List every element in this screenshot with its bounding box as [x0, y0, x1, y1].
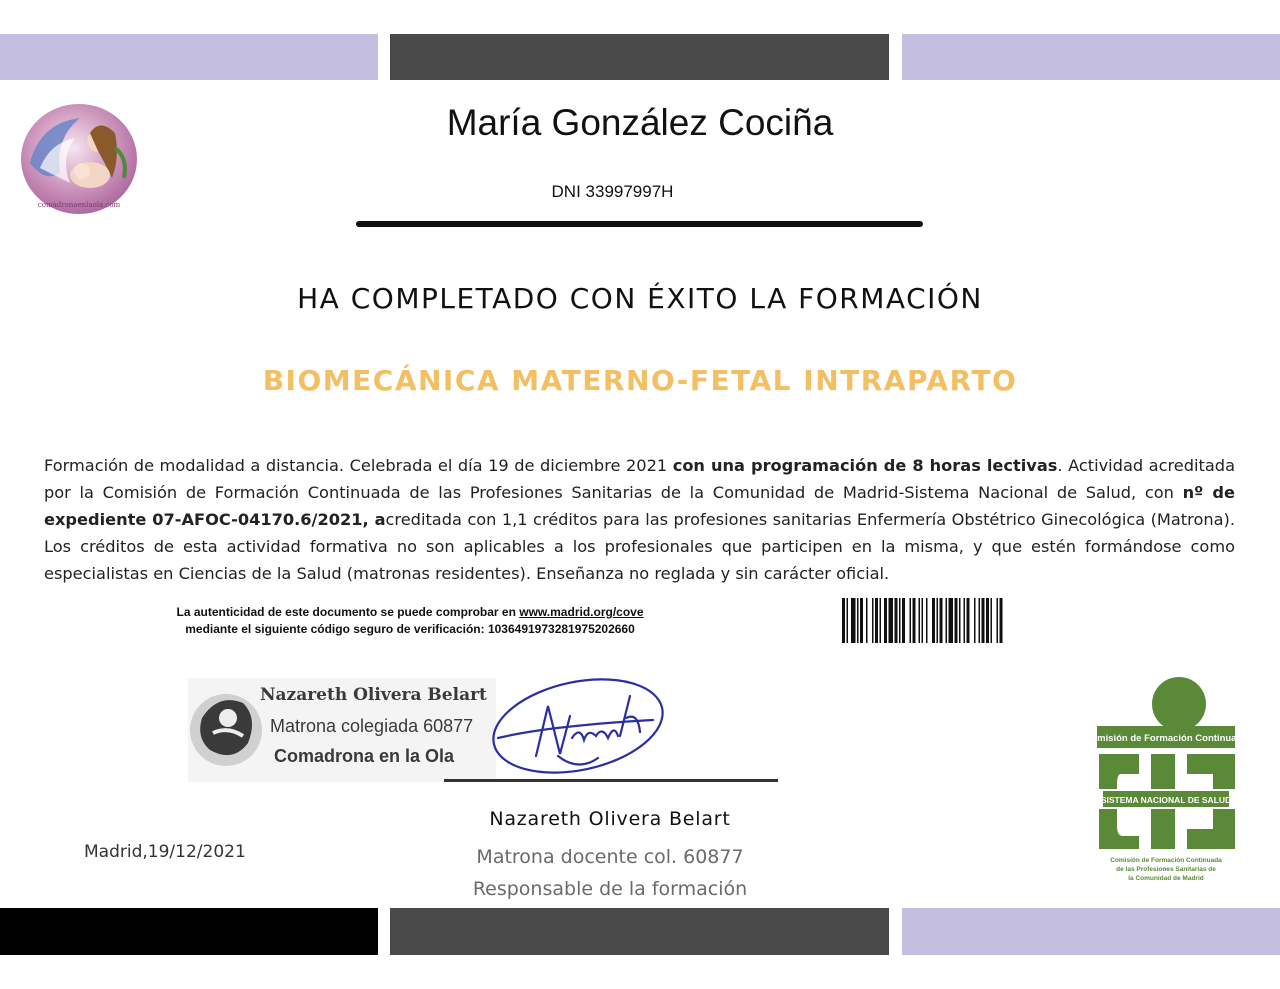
signature-line [444, 779, 778, 782]
barcode [842, 598, 1074, 643]
description-text-2: . Actividad acreditada por la Comisión de Formación Continuada de las Profesiones Sanitarias de la Comunidad de Madrid-Sistema Nacional de Salud, con [44, 456, 1235, 502]
cfc-middle-text: SISTEMA NACIONAL DE SALUD [1100, 795, 1232, 805]
verification-code: mediante el siguiente código seguro de verificación: 1036491973281975202660 [185, 622, 635, 636]
signer-name: Nazareth Olivera Belart [489, 808, 731, 830]
comadrona-logo [20, 103, 138, 215]
logo-text: comadronaenlaola.com [37, 201, 121, 209]
bottom-center-bar [390, 908, 889, 955]
stamp-name: Nazareth Olivera Belart [260, 685, 487, 705]
top-center-bar [390, 34, 889, 80]
top-right-bar [902, 34, 1280, 80]
place-date: Madrid,19/12/2021 [84, 842, 246, 862]
course-description [44, 453, 1235, 588]
midwife-stamp [188, 678, 496, 782]
verification-link[interactable]: www.madrid.org/cove [519, 605, 644, 619]
cfc-bottom-text-1: Comisión de Formación Continuada [1110, 857, 1222, 864]
bottom-left-bar [0, 908, 378, 955]
course-title: BIOMECÁNICA MATERNO-FETAL INTRAPARTO [262, 364, 1018, 397]
top-left-bar [0, 34, 378, 80]
name-divider [356, 221, 923, 227]
bottom-right-bar [902, 908, 1280, 955]
cfc-bottom-text-3: la Comunidad de Madrid [1128, 875, 1204, 882]
verification-notice [140, 604, 680, 638]
description-bold-2: nº de expediente 07-AFOC-04170.6/2021, a [44, 482, 1235, 529]
description-text-3: creditada con 1,1 créditos para las profesiones sanitarias Enfermería Obstétrico Ginecológica (Matrona). Los créditos de esta actividad formativa no son aplicables a los profesionales que participen en la misma, y que estén formándose como especialistas en Ciencias de la Salud (matronas residentes). Enseñanza no reglada y sin carácter oficial. [44, 509, 1235, 583]
stamp-license: Matrona colegiada 60877 [270, 716, 474, 736]
completion-headline: HA COMPLETADO CON ÉXITO LA FORMACIÓN [297, 282, 983, 315]
cfc-bottom-text-2: de las Profesiones Sanitarias de [1116, 866, 1216, 873]
stamp-organization: Comadrona en la Ola [274, 746, 455, 766]
description-bold-1: con una programación de 8 horas lectivas [672, 456, 1058, 475]
description-text-1: Formación de modalidad a distancia. Celebrada el día 19 de diciembre 2021 [44, 456, 673, 475]
recipient-dni: DNI 33997997H [551, 182, 674, 201]
recipient-name: María González Cociña [446, 102, 834, 143]
cfc-logo [1084, 674, 1248, 889]
handwritten-signature [488, 676, 668, 784]
cfc-top-text: Comisión de Formación Continuada [1084, 733, 1248, 744]
verification-prefix: La autenticidad de este documento se puede comprobar en [176, 605, 520, 619]
signer-responsibility: Responsable de la formación [472, 878, 748, 900]
signer-role: Matrona docente col. 60877 [476, 846, 744, 868]
